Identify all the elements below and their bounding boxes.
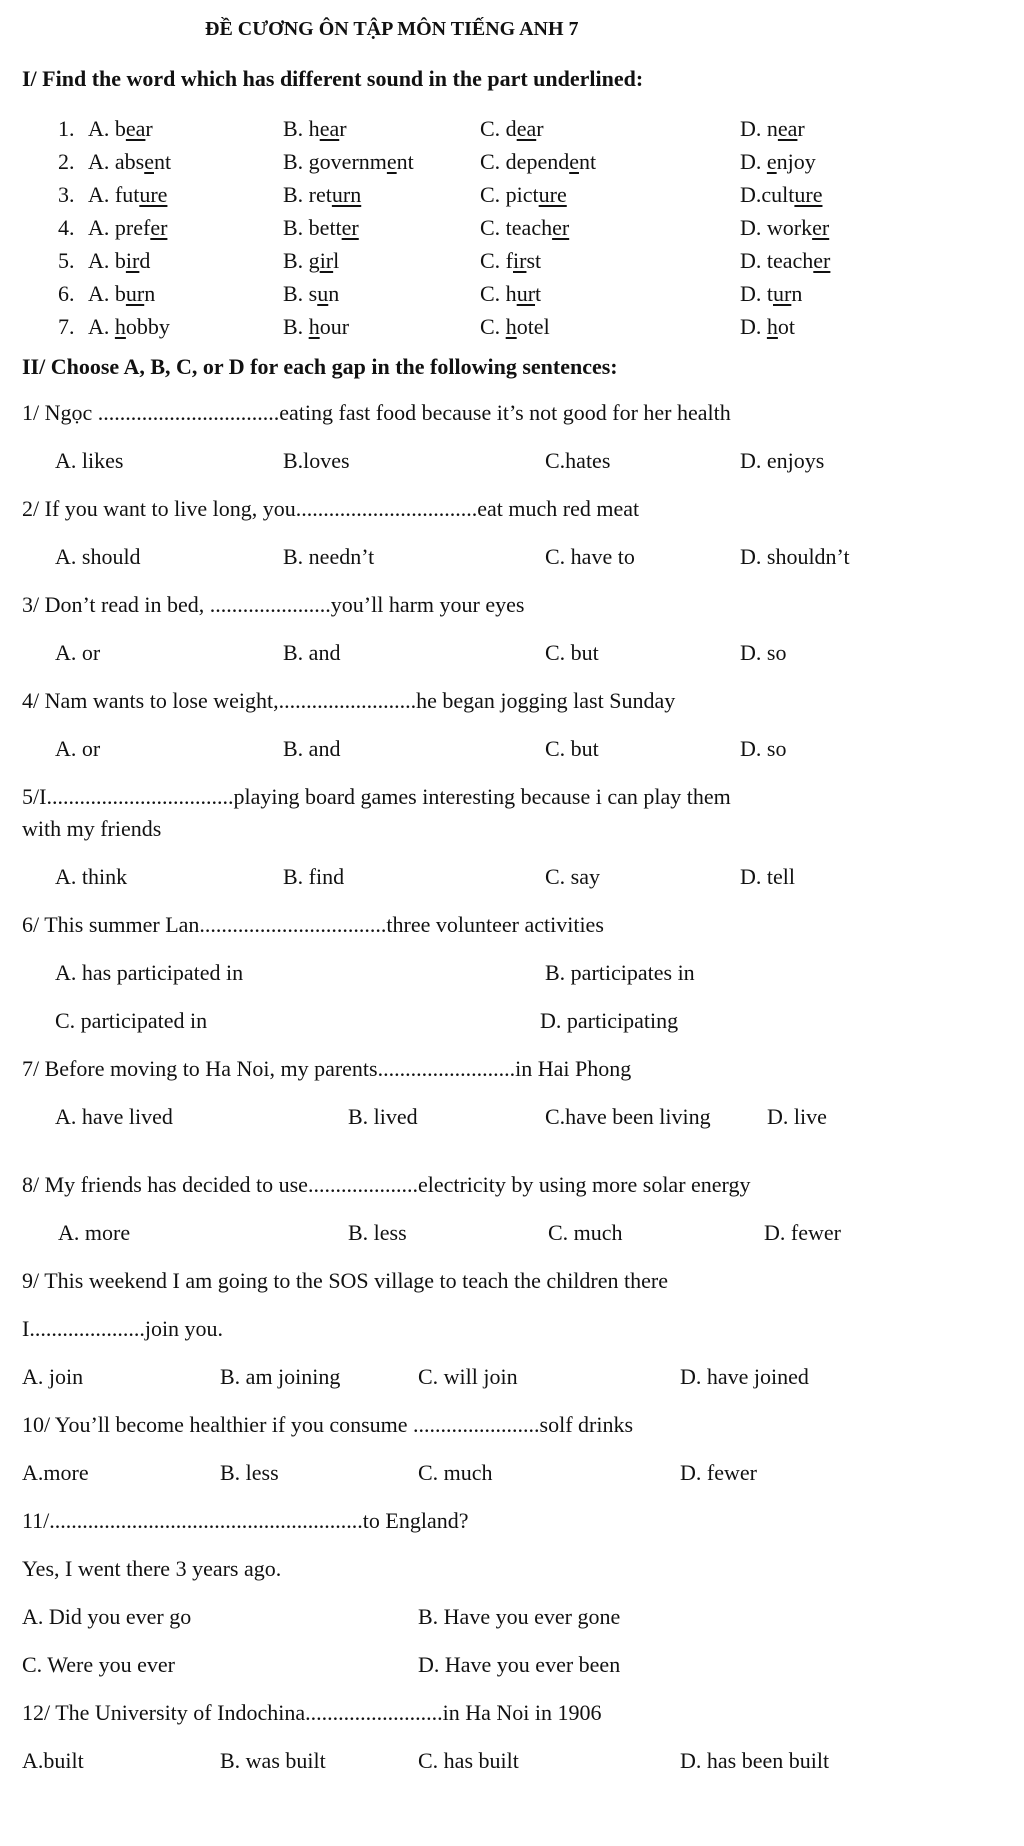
- answer-blank: .........................: [305, 1700, 443, 1725]
- word-part: D. t: [740, 281, 773, 306]
- underlined-part: ea: [125, 116, 146, 141]
- question-1: [22, 400, 731, 426]
- q12-option-b: B. was built: [220, 1748, 326, 1773]
- q3-option-a: A. or: [55, 640, 101, 665]
- question-text: you’ll harm your eyes: [330, 592, 525, 617]
- q4-option-c: C. but: [545, 736, 599, 761]
- question-text: 5/I: [22, 784, 47, 809]
- option-c: [480, 248, 541, 274]
- underlined-part: e: [766, 149, 777, 174]
- underlined-part: ea: [319, 116, 340, 141]
- q3-option-d: D. so: [740, 640, 787, 665]
- underlined-part: ir: [125, 248, 140, 273]
- answer-blank: .....................: [29, 1316, 145, 1341]
- underlined-part: ure: [538, 182, 567, 207]
- question-text: eating fast food because it’s not good for her health: [279, 400, 731, 425]
- underlined-part: h: [505, 314, 517, 339]
- word-part: C.: [480, 314, 506, 339]
- q10-option-b: B. less: [220, 1460, 279, 1485]
- word-part: D. n: [740, 116, 778, 141]
- answer-blank: .................................: [97, 400, 280, 425]
- question-5-continued: with my friends: [22, 816, 162, 841]
- q5-option-a: A. think: [55, 864, 128, 889]
- q10-option-c: C. much: [418, 1460, 493, 1485]
- q11-option-c: C. Were you ever: [22, 1652, 175, 1677]
- section-1-heading: I/ Find the word which has different sound in the part underlined:: [22, 66, 644, 91]
- word-part: A. pref: [88, 215, 151, 240]
- q10-option-a: A.more: [22, 1460, 89, 1485]
- question-text: in Ha Noi in 1906: [442, 1700, 602, 1725]
- word-part: n: [328, 281, 340, 306]
- option-b: [283, 248, 339, 274]
- q4-option-d: D. so: [740, 736, 787, 761]
- option-b: [283, 215, 359, 241]
- word-part: B. ret: [283, 182, 332, 207]
- answer-blank: .........................: [278, 688, 417, 713]
- question-text: to England?: [362, 1508, 469, 1533]
- word-part: C. f: [480, 248, 513, 273]
- underlined-part: urn: [331, 182, 362, 207]
- option-b: [283, 149, 414, 175]
- underlined-part: ir: [319, 248, 334, 273]
- question-text: 2/ If you want to live long, you: [22, 496, 296, 521]
- q4-option-a: A. or: [55, 736, 101, 761]
- answer-blank: ....................: [307, 1172, 418, 1197]
- q8-option-d: D. fewer: [764, 1220, 841, 1245]
- question-11-response: Yes, I went there 3 years ago.: [22, 1556, 282, 1581]
- option-c: [480, 314, 550, 340]
- word-part: n: [791, 281, 803, 306]
- word-part: our: [319, 314, 350, 339]
- word-part: D.: [740, 149, 767, 174]
- question-text: join you.: [144, 1316, 224, 1341]
- item-number: 4.: [58, 215, 75, 240]
- option-a: [88, 314, 170, 340]
- question-text: 8/ My friends has decided to use: [22, 1172, 308, 1197]
- word-part: ot: [777, 314, 796, 339]
- option-c: [480, 182, 567, 208]
- underlined-part: er: [552, 215, 570, 240]
- underlined-part: ea: [516, 116, 537, 141]
- question-9-continued: [22, 1316, 223, 1342]
- word-part: B. g: [283, 248, 320, 273]
- option-b: [283, 281, 339, 307]
- underlined-part: e: [144, 149, 154, 174]
- question-6: [22, 912, 604, 938]
- q11-option-d: D. Have you ever been: [418, 1652, 621, 1677]
- q7-option-c: C.have been living: [545, 1104, 711, 1129]
- question-11: [22, 1508, 469, 1534]
- answer-blank: .........................: [377, 1056, 516, 1081]
- word-part: nt: [396, 149, 414, 174]
- question-3: [22, 592, 524, 618]
- question-text: solf drinks: [539, 1412, 634, 1437]
- option-d: [740, 149, 816, 175]
- question-text: in Hai Phong: [515, 1056, 632, 1081]
- q11-option-b: B. Have you ever gone: [418, 1604, 621, 1629]
- q10-option-d: D. fewer: [680, 1460, 757, 1485]
- word-part: n: [144, 281, 156, 306]
- underlined-part: u: [317, 281, 329, 306]
- word-part: A. b: [88, 248, 126, 273]
- q9-option-c: C. will join: [418, 1364, 518, 1389]
- option-d: [740, 314, 795, 340]
- underlined-part: ure: [794, 182, 823, 207]
- answer-blank: .................................: [295, 496, 478, 521]
- q8-option-c: C. much: [548, 1220, 623, 1245]
- option-d: [740, 116, 805, 142]
- q7-option-d: D. live: [767, 1104, 827, 1129]
- word-part: otel: [516, 314, 550, 339]
- option-d: [740, 215, 829, 241]
- word-part: A. fut: [88, 182, 140, 207]
- underlined-part: er: [812, 215, 830, 240]
- question-5: [22, 784, 731, 810]
- underlined-part: e: [386, 149, 397, 174]
- q7-option-b: B. lived: [348, 1104, 418, 1129]
- question-10: [22, 1412, 633, 1438]
- question-text: 4/ Nam wants to lose weight,: [22, 688, 279, 713]
- word-part: r: [145, 116, 153, 141]
- q8-option-b: B. less: [348, 1220, 407, 1245]
- option-d: [740, 182, 822, 208]
- q6-option-b: B. participates in: [545, 960, 695, 985]
- option-b: [283, 314, 349, 340]
- answer-blank: .......................: [413, 1412, 540, 1437]
- underlined-part: ea: [777, 116, 798, 141]
- underlined-part: ur: [516, 281, 536, 306]
- option-c: [480, 116, 544, 142]
- question-text: he began jogging last Sunday: [416, 688, 676, 713]
- q1-option-d: D. enjoys: [740, 448, 825, 473]
- answer-blank: ......................: [209, 592, 331, 617]
- word-part: st: [526, 248, 542, 273]
- q12-option-a: A.built: [22, 1748, 84, 1773]
- question-text: three volunteer activities: [386, 912, 604, 937]
- question-text: eat much red meat: [477, 496, 640, 521]
- q6-option-a: A. has participated in: [55, 960, 244, 985]
- word-part: B. s: [283, 281, 318, 306]
- underlined-part: er: [341, 215, 359, 240]
- underlined-part: ur: [773, 281, 792, 306]
- underlined-part: h: [308, 314, 320, 339]
- q1-option-b: B.loves: [283, 448, 350, 473]
- word-part: r: [797, 116, 805, 141]
- answer-blank: ..................................: [46, 784, 234, 809]
- question-8: [22, 1172, 750, 1198]
- question-text: electricity by using more solar energy: [417, 1172, 751, 1197]
- option-a: [88, 215, 167, 241]
- word-part: nt: [153, 149, 172, 174]
- underlined-part: ir: [513, 248, 527, 273]
- q6-option-d: D. participating: [540, 1008, 679, 1033]
- item-number: 3.: [58, 182, 75, 207]
- question-text: I: [22, 1316, 30, 1341]
- page-title: ĐỀ CƯƠNG ÔN TẬP MÔN TIẾNG ANH 7: [205, 18, 579, 40]
- option-c: [480, 215, 569, 241]
- item-number: 7.: [58, 314, 75, 339]
- question-text: 10/ You’ll become healthier if you consume: [22, 1412, 414, 1437]
- option-b: [283, 116, 347, 142]
- item-number: 5.: [58, 248, 75, 273]
- word-part: obby: [125, 314, 170, 339]
- question-9: 9/ This weekend I am going to the SOS village to teach the children there: [22, 1268, 668, 1293]
- option-d: [740, 281, 802, 307]
- question-text: 1/ Ngọc: [22, 400, 98, 425]
- word-part: D. work: [740, 215, 813, 240]
- option-a: [88, 248, 150, 274]
- answer-blank: ..................................: [199, 912, 387, 937]
- word-part: D.: [740, 314, 767, 339]
- option-a: [88, 149, 171, 175]
- option-a: [88, 281, 155, 307]
- q5-option-b: B. find: [283, 864, 345, 889]
- word-part: A.: [88, 314, 115, 339]
- question-4: [22, 688, 675, 714]
- word-part: nt: [578, 149, 597, 174]
- option-b: [283, 182, 361, 208]
- item-number: 2.: [58, 149, 75, 174]
- word-part: C. depend: [480, 149, 570, 174]
- word-part: D. teach: [740, 248, 814, 273]
- option-c: [480, 149, 596, 175]
- question-12: [22, 1700, 601, 1726]
- word-part: r: [536, 116, 544, 141]
- q8-option-a: A. more: [58, 1220, 131, 1245]
- word-part: A. b: [88, 116, 126, 141]
- q1-option-c: C.hates: [545, 448, 611, 473]
- underlined-part: er: [150, 215, 168, 240]
- word-part: B. h: [283, 116, 320, 141]
- q5-option-d: D. tell: [740, 864, 795, 889]
- word-part: t: [535, 281, 542, 306]
- q7-option-a: A. have lived: [55, 1104, 173, 1129]
- q11-option-a: A. Did you ever go: [22, 1604, 192, 1629]
- q5-option-c: C. say: [545, 864, 600, 889]
- word-part: d: [139, 248, 151, 273]
- word-part: njoy: [776, 149, 816, 174]
- q9-option-a: A. join: [22, 1364, 84, 1389]
- underlined-part: h: [114, 314, 126, 339]
- word-part: B. governm: [283, 149, 387, 174]
- word-part: A. b: [88, 281, 126, 306]
- item-number: 6.: [58, 281, 75, 306]
- underlined-part: e: [569, 149, 579, 174]
- section-2-heading: II/ Choose A, B, C, or D for each gap in the following sentences:: [22, 354, 618, 379]
- q2-option-b: B. needn’t: [283, 544, 375, 569]
- option-d: [740, 248, 830, 274]
- q9-option-d: D. have joined: [680, 1364, 809, 1389]
- answer-blank: .........................................................: [49, 1508, 363, 1533]
- q4-option-b: B. and: [283, 736, 341, 761]
- q12-option-d: D. has been built: [680, 1748, 830, 1773]
- underlined-part: er: [813, 248, 831, 273]
- q9-option-b: B. am joining: [220, 1364, 341, 1389]
- underlined-part: ur: [125, 281, 145, 306]
- question-text: playing board games interesting because i can play them: [233, 784, 731, 809]
- option-a: [88, 116, 153, 142]
- word-part: C. teach: [480, 215, 553, 240]
- q1-option-a: A. likes: [55, 448, 124, 473]
- option-c: [480, 281, 541, 307]
- q12-option-c: C. has built: [418, 1748, 519, 1773]
- q2-option-c: C. have to: [545, 544, 635, 569]
- question-text: 11/: [22, 1508, 50, 1533]
- word-part: A. abs: [88, 149, 145, 174]
- question-text: 12/ The University of Indochina: [22, 1700, 306, 1725]
- word-part: C. h: [480, 281, 517, 306]
- word-part: C. d: [480, 116, 517, 141]
- question-2: [22, 496, 639, 522]
- word-part: C. pict: [480, 182, 539, 207]
- underlined-part: h: [766, 314, 778, 339]
- item-number: 1.: [58, 116, 75, 141]
- question-text: 3/ Don’t read in bed,: [22, 592, 210, 617]
- word-part: B.: [283, 314, 309, 339]
- q2-option-a: A. should: [55, 544, 141, 569]
- word-part: D.cult: [740, 182, 795, 207]
- q2-option-d: D. shouldn’t: [740, 544, 850, 569]
- question-text: 7/ Before moving to Ha Noi, my parents: [22, 1056, 378, 1081]
- question-text: 6/ This summer Lan: [22, 912, 200, 937]
- word-part: r: [339, 116, 347, 141]
- word-part: B. bett: [283, 215, 342, 240]
- word-part: l: [333, 248, 340, 273]
- q3-option-b: B. and: [283, 640, 341, 665]
- q3-option-c: C. but: [545, 640, 599, 665]
- q6-option-c: C. participated in: [55, 1008, 208, 1033]
- question-7: [22, 1056, 631, 1082]
- underlined-part: ure: [139, 182, 168, 207]
- option-a: [88, 182, 167, 208]
